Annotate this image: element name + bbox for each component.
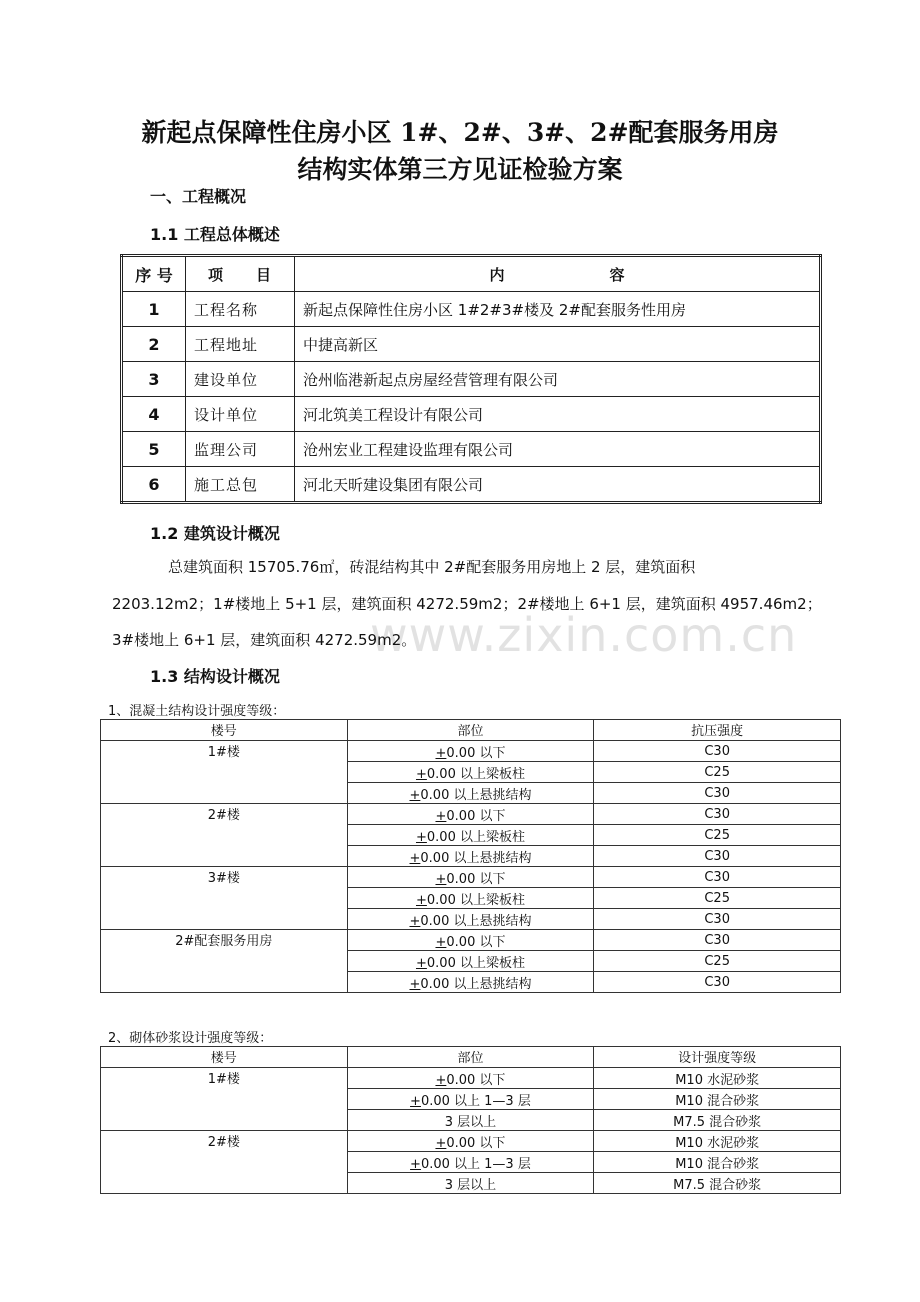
table-row xyxy=(122,397,821,432)
building-cell: 2#配套服务用房 xyxy=(101,930,348,993)
table-row xyxy=(101,930,841,951)
table-row xyxy=(122,292,821,327)
header-content: 内 容 xyxy=(295,256,821,292)
row-content: 新起点保障性住房小区 1#2#3#楼及 2#配套服务性用房 xyxy=(295,292,821,327)
subsection-heading-1-3: 1.3 结构设计概况 xyxy=(150,667,280,686)
location-cell: +0.00 以上梁板柱 xyxy=(347,762,594,783)
table-row xyxy=(101,867,841,888)
doc-title-line2: 结构实体第三方见证检验方案 xyxy=(297,155,623,184)
table-row xyxy=(122,432,821,467)
strength-cell: C30 xyxy=(594,783,841,804)
row-item: 监理公司 xyxy=(186,432,295,467)
row-no: 1 xyxy=(122,292,186,327)
location-cell: +0.00 以下 xyxy=(347,930,594,951)
table-header-row xyxy=(101,720,841,741)
building-cell: 1#楼 xyxy=(101,1068,348,1131)
location-cell: +0.00 以上 1—3 层 xyxy=(347,1089,594,1110)
building-cell: 2#楼 xyxy=(101,1131,348,1194)
building-cell: 2#楼 xyxy=(101,804,348,867)
design-paragraph-line2: 2203.12m2；1#楼地上 5+1 层，建筑面积 4272.59m2；2#楼地上 6+1 层，建筑面积 4957.46m2； xyxy=(112,595,822,613)
concrete-strength-table xyxy=(100,719,841,993)
header-location: 部位 xyxy=(347,720,594,741)
subsection-heading-1-2: 1.2 建筑设计概况 xyxy=(150,524,280,543)
grade-cell: M10 水泥砂浆 xyxy=(594,1131,841,1152)
table-header-row xyxy=(122,256,821,292)
watermark: www.zixin.com.cn xyxy=(370,608,798,662)
strength-cell: C30 xyxy=(594,846,841,867)
location-cell: +0.00 以下 xyxy=(347,1131,594,1152)
table-row xyxy=(101,741,841,762)
section-heading-overview: 一、工程概况 xyxy=(150,187,247,206)
header-no: 序 号 xyxy=(122,256,186,292)
header-strength: 抗压强度 xyxy=(594,720,841,741)
strength-cell: C25 xyxy=(594,888,841,909)
row-item: 工程地址 xyxy=(186,327,295,362)
location-cell: +0.00 以下 xyxy=(347,741,594,762)
row-no: 5 xyxy=(122,432,186,467)
row-no: 2 xyxy=(122,327,186,362)
mortar-strength-table xyxy=(100,1046,841,1194)
table-row xyxy=(101,1068,841,1089)
location-cell: +0.00 以上梁板柱 xyxy=(347,951,594,972)
header-location: 部位 xyxy=(347,1047,594,1068)
strength-cell: C30 xyxy=(594,867,841,888)
row-no: 4 xyxy=(122,397,186,432)
building-cell: 1#楼 xyxy=(101,741,348,804)
location-cell: +0.00 以上悬挑结构 xyxy=(347,972,594,993)
table-row xyxy=(101,804,841,825)
grade-cell: M10 混合砂浆 xyxy=(594,1152,841,1173)
strength-cell: C25 xyxy=(594,762,841,783)
location-cell: 3 层以上 xyxy=(347,1110,594,1131)
location-cell: +0.00 以上梁板柱 xyxy=(347,888,594,909)
location-cell: +0.00 以上悬挑结构 xyxy=(347,846,594,867)
concrete-caption: 1、混凝土结构设计强度等级： xyxy=(108,704,286,719)
table-row xyxy=(122,327,821,362)
row-item: 施工总包 xyxy=(186,467,295,503)
building-cell: 3#楼 xyxy=(101,867,348,930)
mortar-caption: 2、砌体砂浆设计强度等级： xyxy=(108,1031,273,1046)
row-content: 河北天昕建设集团有限公司 xyxy=(295,467,821,503)
table-row xyxy=(101,1131,841,1152)
grade-cell: M7.5 混合砂浆 xyxy=(594,1110,841,1131)
row-content: 沧州临港新起点房屋经营管理有限公司 xyxy=(295,362,821,397)
grade-cell: M7.5 混合砂浆 xyxy=(594,1173,841,1194)
row-content: 河北筑美工程设计有限公司 xyxy=(295,397,821,432)
header-grade: 设计强度等级 xyxy=(594,1047,841,1068)
table-row xyxy=(122,362,821,397)
row-item: 设计单位 xyxy=(186,397,295,432)
design-paragraph-line1: 总建筑面积 15705.76㎡，砖混结构其中 2#配套服务用房地上 2 层，建筑面积 xyxy=(168,558,696,576)
table-row xyxy=(122,467,821,503)
location-cell: +0.00 以上悬挑结构 xyxy=(347,909,594,930)
row-content: 中捷高新区 xyxy=(295,327,821,362)
location-cell: +0.00 以上梁板柱 xyxy=(347,825,594,846)
grade-cell: M10 混合砂浆 xyxy=(594,1089,841,1110)
strength-cell: C30 xyxy=(594,909,841,930)
header-building: 楼号 xyxy=(101,720,348,741)
project-overview-table xyxy=(120,254,822,504)
header-building: 楼号 xyxy=(101,1047,348,1068)
grade-cell: M10 水泥砂浆 xyxy=(594,1068,841,1089)
location-cell: +0.00 以下 xyxy=(347,1068,594,1089)
row-no: 3 xyxy=(122,362,186,397)
location-cell: +0.00 以下 xyxy=(347,867,594,888)
design-paragraph-line3: 3#楼地上 6+1 层，建筑面积 4272.59m2。 xyxy=(112,631,417,649)
doc-title-line1: 新起点保障性住房小区 1#、2#、3#、2#配套服务用房 xyxy=(141,118,779,147)
table-header-row xyxy=(101,1047,841,1068)
location-cell: +0.00 以上悬挑结构 xyxy=(347,783,594,804)
header-item: 项 目 xyxy=(186,256,295,292)
location-cell: +0.00 以下 xyxy=(347,804,594,825)
strength-cell: C30 xyxy=(594,930,841,951)
strength-cell: C30 xyxy=(594,972,841,993)
strength-cell: C25 xyxy=(594,951,841,972)
row-item: 建设单位 xyxy=(186,362,295,397)
strength-cell: C25 xyxy=(594,825,841,846)
row-item: 工程名称 xyxy=(186,292,295,327)
strength-cell: C30 xyxy=(594,741,841,762)
location-cell: +0.00 以上 1—3 层 xyxy=(347,1152,594,1173)
subsection-heading-1-1: 1.1 工程总体概述 xyxy=(150,225,280,244)
row-no: 6 xyxy=(122,467,186,503)
row-content: 沧州宏业工程建设监理有限公司 xyxy=(295,432,821,467)
location-cell: 3 层以上 xyxy=(347,1173,594,1194)
strength-cell: C30 xyxy=(594,804,841,825)
